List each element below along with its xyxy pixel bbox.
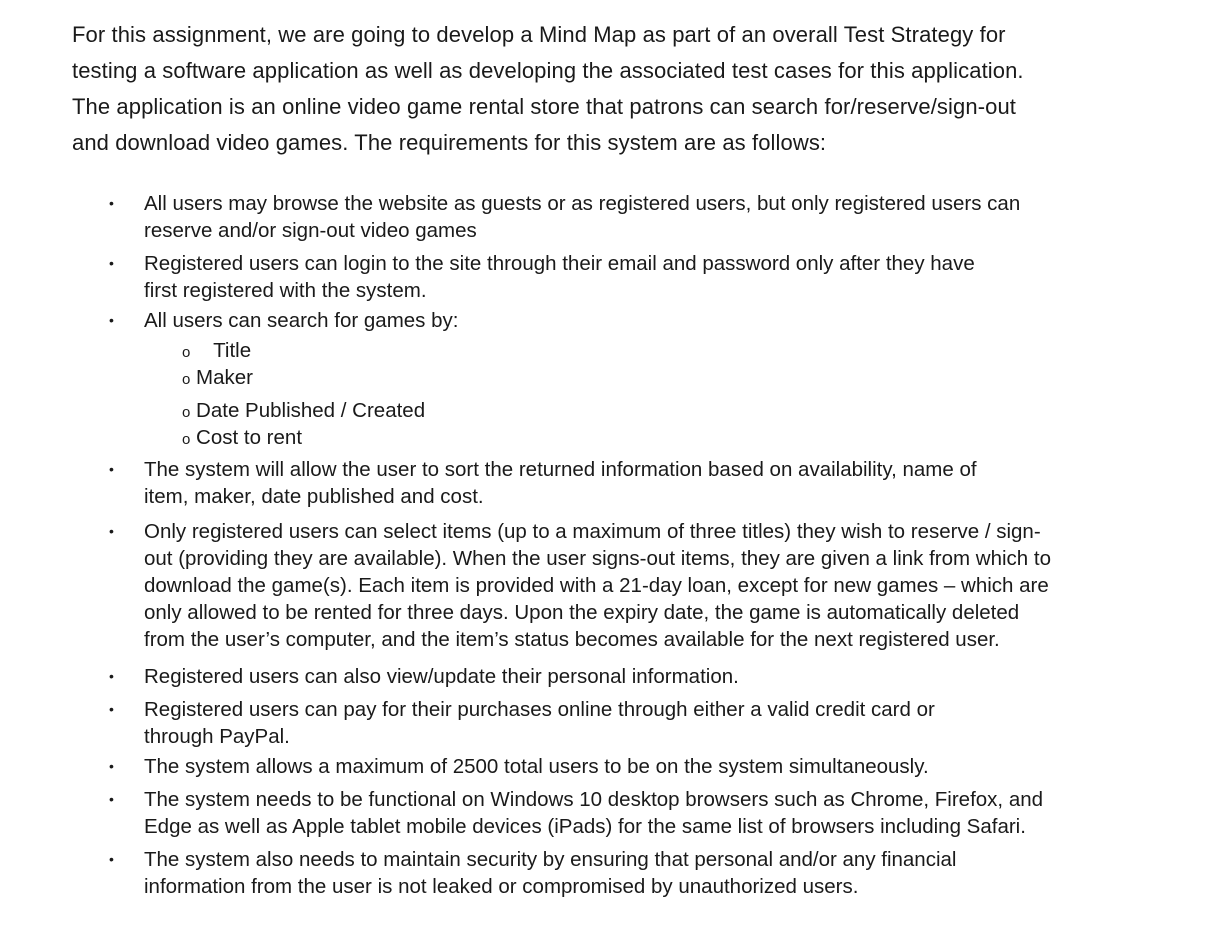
requirement-line: The system needs to be functional on Windows 10 desktop browsers such as Chrome, Firefox, and <box>144 788 1044 811</box>
requirement-line: through PayPal. <box>144 725 290 748</box>
requirement-text <box>144 753 1204 780</box>
requirement-text <box>144 696 1204 750</box>
circle-bullet-icon: o <box>182 344 191 361</box>
requirement-line: All users may browse the website as guests or as registered users, but only registered users can <box>144 192 1021 215</box>
sub-item-title <box>182 337 251 366</box>
intro-paragraph <box>72 17 1192 161</box>
requirement-line: Registered users can also view/update their personal information. <box>144 665 739 688</box>
requirement-line: The system allows a maximum of 2500 total users to be on the system simultaneously. <box>144 755 929 778</box>
bullet-icon: • <box>109 758 114 774</box>
bullet-icon: • <box>109 461 114 477</box>
requirement-line: out (providing they are available). When the user signs-out items, they are given a link from which to <box>144 547 1051 570</box>
requirement-line: from the user’s computer, and the item’s status becomes available for the next registered user. <box>144 628 1000 651</box>
bullet-icon: • <box>109 701 114 717</box>
sub-item-cost <box>182 424 302 453</box>
requirement-text <box>144 663 1204 690</box>
intro-line: The application is an online video game rental store that patrons can search for/reserve/sign-out <box>72 94 1017 119</box>
bullet-icon: • <box>109 851 114 867</box>
circle-bullet-icon: o <box>182 371 191 388</box>
requirement-line: item, maker, date published and cost. <box>144 485 484 508</box>
sub-item-date-published <box>182 397 425 426</box>
requirement-line: Registered users can login to the site through their email and password only after they have <box>144 252 975 275</box>
requirement-line: reserve and/or sign-out video games <box>144 219 477 242</box>
sub-item-label: Date Published / Created <box>196 399 426 422</box>
requirement-line: download the game(s). Each item is provided with a 21-day loan, except for new games – which are <box>144 574 1049 597</box>
bullet-icon: • <box>109 312 114 328</box>
requirement-line: Only registered users can select items (up to a maximum of three titles) they wish to reserve / sign- <box>144 520 1041 543</box>
requirement-line: Edge as well as Apple tablet mobile devices (iPads) for the same list of browsers including Safari. <box>144 815 1026 838</box>
requirement-line: information from the user is not leaked or compromised by unauthorized users. <box>144 875 859 898</box>
sub-item-label: Maker <box>196 366 254 389</box>
sub-item-label: Title <box>213 339 252 362</box>
requirement-line: Registered users can pay for their purchases online through either a valid credit card or <box>144 698 935 721</box>
requirement-line: The system will allow the user to sort the returned information based on availability, name of <box>144 458 977 481</box>
bullet-icon: • <box>109 791 114 807</box>
sub-item-maker <box>182 364 253 393</box>
intro-line: For this assignment, we are going to develop a Mind Map as part of an overall Test Strategy for <box>72 22 1006 47</box>
requirement-text <box>144 846 1204 900</box>
requirement-line: The system also needs to maintain security by ensuring that personal and/or any financial <box>144 848 957 871</box>
circle-bullet-icon: o <box>182 431 191 448</box>
bullet-icon: • <box>109 668 114 684</box>
intro-line: testing a software application as well as developing the associated test cases for this application. <box>72 58 1024 83</box>
sub-item-label: Cost to rent <box>196 426 303 449</box>
requirement-text <box>144 190 1204 244</box>
requirement-text <box>144 518 1204 653</box>
requirement-line: All users can search for games by: <box>144 309 459 332</box>
bullet-icon: • <box>109 195 114 211</box>
requirement-line: first registered with the system. <box>144 279 427 302</box>
requirement-text <box>144 456 1204 510</box>
bullet-icon: • <box>109 255 114 271</box>
requirement-text <box>144 786 1204 840</box>
requirement-text <box>144 250 1204 304</box>
requirement-line: only allowed to be rented for three days. Upon the expiry date, the game is automatically deleted <box>144 601 1020 624</box>
intro-line: and download video games. The requirements for this system are as follows: <box>72 130 827 155</box>
requirement-text <box>144 307 1204 334</box>
bullet-icon: • <box>109 523 114 539</box>
circle-bullet-icon: o <box>182 404 191 421</box>
